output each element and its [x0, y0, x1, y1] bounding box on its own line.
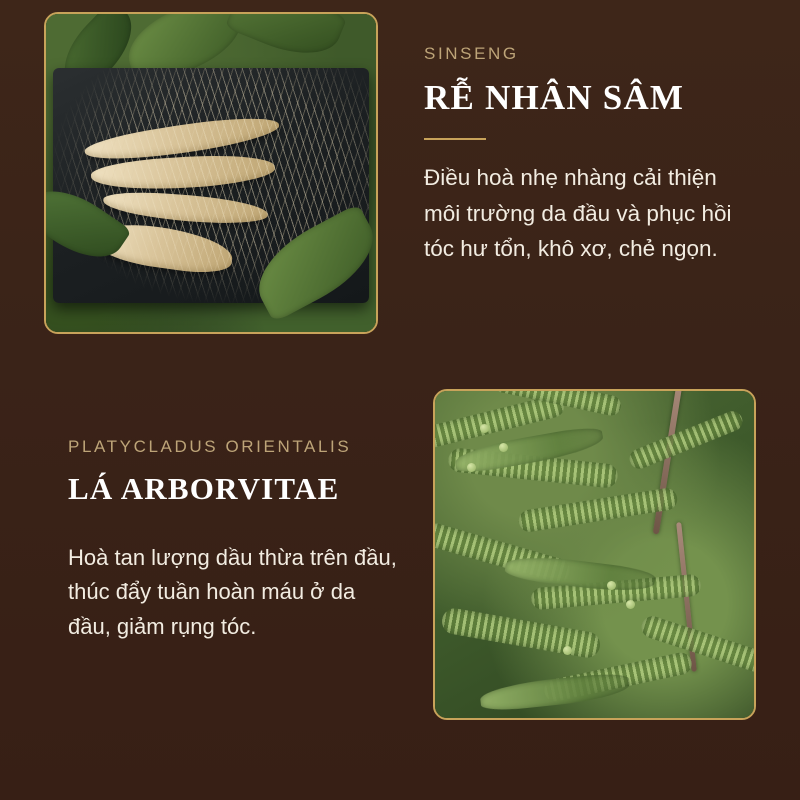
arborvitae-text-block — [68, 437, 398, 645]
ginseng-photo-content — [46, 14, 376, 332]
seed-bud — [480, 424, 489, 433]
gold-divider — [424, 138, 486, 140]
ginseng-photo — [44, 12, 378, 334]
arborvitae-title: LÁ ARBORVITAE — [68, 471, 340, 506]
ginseng-description: Điều hoà nhẹ nhàng cải thiện môi trường da đầu và phục hồi tóc hư tổn, khô xơ, chẻ ngọn. — [424, 165, 732, 262]
seed-bud — [607, 581, 616, 590]
ginseng-text-block — [424, 44, 754, 267]
ginseng-title: RỄ NHÂN SÂM — [424, 78, 685, 117]
arborvitae-photo-content — [435, 391, 754, 718]
arborvitae-photo — [433, 389, 756, 720]
seed-bud — [563, 646, 572, 655]
seed-bud — [467, 463, 476, 472]
arborvitae-eyebrow: PLATYCLADUS ORIENTALIS — [68, 437, 352, 456]
arborvitae-description: Hoà tan lượng dầu thừa trên đầu, thúc đẩy tuần hoàn máu ở da đầu, giảm rụng tóc. — [68, 544, 397, 640]
ginseng-eyebrow: SINSENG — [424, 44, 519, 63]
